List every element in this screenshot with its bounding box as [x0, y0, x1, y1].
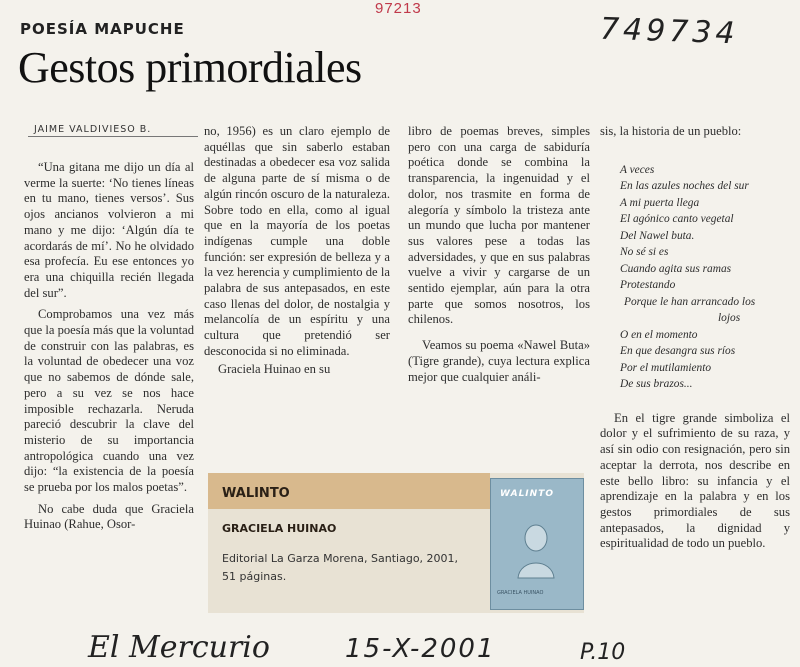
poem-line: Por el mutilamiento: [620, 361, 712, 374]
paragraph: no, 1956) es un claro ejemplo de aquéllas que sin saberlo estaban destinadas a obedecer esa voz salida de alguna parte de sí misma o de algún rincón oscuro de la naturaleza. Sobre todo en ella, como al igual que en la mayoría de los poetas indígenas cumple una doble función: ser expresión de belleza y a la vez herencia y cumplimiento de la palabra de sus antepasados, en este caso llenas del dolor, de nostalgia y melancolía de un espíritu y una cultura que pretendió ser desconocida si no eliminada.: [204, 124, 390, 358]
handwritten-code: 749734: [599, 11, 740, 52]
book-author: GRACIELA HUINAO: [222, 522, 337, 535]
cover-figure-icon: [512, 520, 560, 580]
section-kicker: POESÍA MAPUCHE: [20, 20, 185, 38]
poem-line: En que desangra sus ríos: [620, 345, 736, 358]
article-column-1: [24, 160, 194, 535]
paragraph: Veamos su poema «Nawel Buta» (Tigre grande), cuya lectura explica mejor que cualquier análi-: [408, 338, 590, 384]
paragraph: Graciela Huinao en su: [218, 361, 331, 376]
poem-line: Protestando: [620, 279, 676, 292]
paragraph: No cabe duda que Graciela Huinao (Rahue, Osor-: [24, 501, 194, 532]
poem-line: En las azules noches del sur: [620, 180, 749, 193]
handwritten-page: P.10: [580, 640, 626, 665]
author-byline: JAIME VALDIVIESO B.: [34, 124, 152, 135]
handwritten-source: El Mercurio: [88, 630, 270, 665]
archive-stamp: 97213: [375, 0, 422, 17]
poem-line: Porque le han arrancado los: [624, 295, 756, 308]
poem-line: A veces: [620, 163, 655, 176]
book-pages: 51 páginas.: [222, 570, 287, 583]
poem-line: De sus brazos...: [620, 378, 693, 391]
article-title: Gestos primordiales: [18, 43, 362, 92]
book-cover-author: GRACIELA HUINAO: [497, 590, 544, 596]
poem-line: Del Nawel buta.: [620, 229, 695, 242]
book-publisher: Editorial La Garza Morena, Santiago, 2001,: [222, 552, 459, 565]
poem-line: No sé si es: [620, 246, 669, 259]
paragraph: sis, la historia de un pueblo:: [600, 124, 742, 138]
paragraph: libro de poemas breves, simples pero con una carga de sabiduría poética donde se combina la transparencia, la ingenuidad y el dolor, nos trasmite en forma de alegoría y símbolo la tristeza ante un mundo que lucha por mantener sus valores pese a todas las adversidades, y que en sus palabras vuelve a vivir y cargarse de un sentido ejemplar, aún para la otra parte que somos nosotros, los chilenos.: [408, 124, 590, 327]
paragraph: En el tigre grande simboliza el dolor y el sufrimiento de su raza, y así sin odio con resignación, pero sin aceptar la derrota, nos describe en este bello libro: su infancia y el aprendizaje en la palabra y en los gestos primordiales de sus antepasados, la dignidad y espiritualidad de todo un pueblo.: [600, 410, 790, 551]
article-column-2: [204, 124, 390, 379]
poem-line: lojos: [718, 312, 741, 325]
byline-rule: [28, 136, 198, 137]
book-publication-info: [222, 550, 462, 586]
poem-line: A mi puerta llega: [620, 196, 700, 209]
poem-line: El agónico canto vegetal: [620, 213, 734, 226]
book-title: WALINTO: [222, 486, 290, 501]
article-column-3: [408, 124, 590, 387]
article-column-4: [600, 124, 790, 554]
poem-nawel-buta: [620, 162, 790, 393]
paragraph: Comprobamos una vez más que la poesía más que la voluntad de construir con las palabras, es la voluntad de obedecer una voz que no sabemos de dónde sale, pero a su vez se nos hace imposible rechazarla. Neruda pareció descubrir la clave del misterio de su importancia antropológica cuando una vez dijo: “la existencia de la poesía se prueba por los malos poetas”.: [24, 307, 194, 495]
poem-line: O en el momento: [620, 328, 698, 341]
book-cover-title: WALINTO: [500, 489, 554, 499]
poem-line: Cuando agita sus ramas: [620, 262, 732, 275]
paragraph: “Una gitana me dijo un día al verme la suerte: ‘No tienes líneas en tu mano, tienes versos’. Sus ojos ancianos volvieron a mi mano y me dijo: ‘Algún día te acordarás de mí’. No he olvidado esa profecía. Eu ese entonces yo era una chiquilla recién llegada del sur”.: [24, 160, 194, 300]
handwritten-date: 15-X-2001: [345, 634, 496, 664]
